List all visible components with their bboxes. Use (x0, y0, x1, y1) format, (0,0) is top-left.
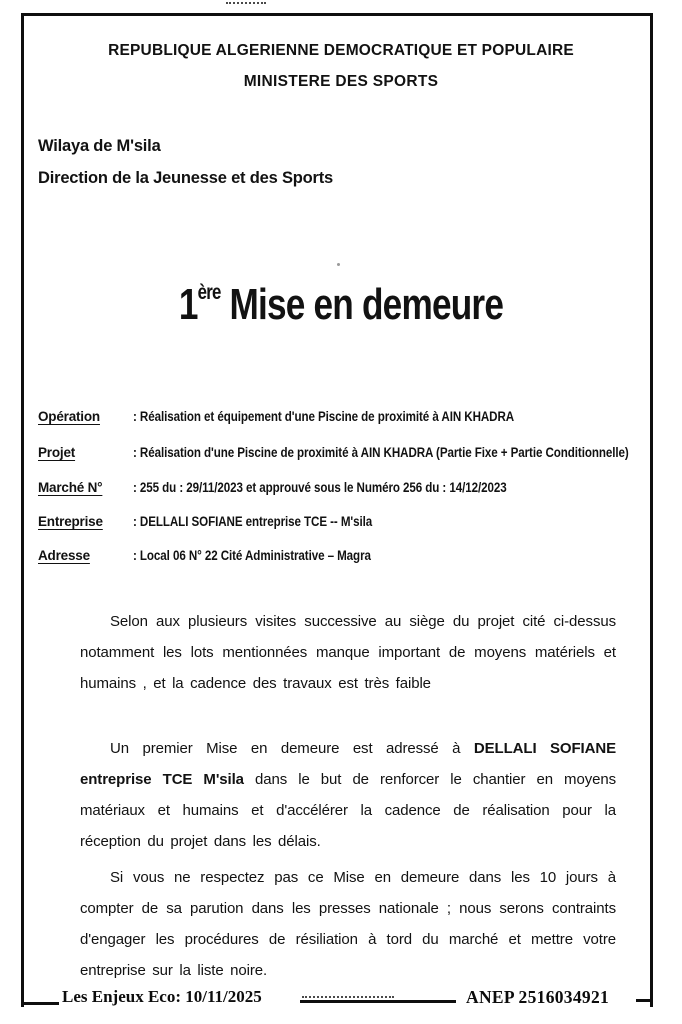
footer-publication-date: Les Enjeux Eco: 10/11/2025 (62, 987, 262, 1006)
field-value-entreprise: : DELLALI SOFIANE entreprise TCE -- M'sila (133, 514, 373, 529)
paragraph-first-notice-post: dans le but de renforcer le chantier en moyens matériaux et humains et d'accélérer la cadence de réalisation pour la réception du projet dans les délais. (80, 771, 616, 850)
paragraph-first-notice-company: DELLALI SOFIANE entreprise TCE M'sila (80, 740, 616, 788)
footer-rule-middle (300, 1000, 456, 1003)
title-text: Mise en demeure (220, 280, 504, 329)
document-title (68, 280, 614, 330)
document-border-frame (21, 13, 653, 1007)
field-label-projet: Projet (38, 445, 76, 460)
field-row-adresse (38, 548, 656, 570)
field-row-projet (38, 445, 656, 467)
footer-rule-left (21, 1002, 59, 1005)
field-label-operation: Opération (38, 409, 100, 424)
field-value-adresse: : Local 06 N° 22 Cité Administrative – Magra (133, 548, 371, 563)
scan-artifact (226, 2, 266, 4)
field-label-marche: Marché N° (38, 480, 103, 495)
field-value-projet: : Réalisation d'une Piscine de proximité à AIN KHADRA (Partie Fixe + Partie Conditionnelle) (133, 445, 629, 460)
field-value-operation: : Réalisation et équipement d'une Piscine de proximité à AIN KHADRA (133, 409, 515, 424)
field-row-marche (38, 480, 656, 502)
paragraph-warning: Si vous ne respectez pas ce Mise en demeure dans les 10 jours à compter de sa parution dans les presses nationale ; nous serons contraints d'engager les procédures de résiliation à tord du marché et mettre votre entreprise sur la liste noire. (80, 869, 616, 979)
org-wilaya: Wilaya de M'sila (38, 137, 161, 155)
field-label-adresse: Adresse (38, 548, 90, 563)
footer-rule-right (636, 999, 653, 1002)
field-value-marche: : 255 du : 29/11/2023 et approuvé sous le Numéro 256 du : 14/12/2023 (133, 480, 507, 495)
title-number: 1 (178, 280, 198, 329)
paragraph-first-notice-pre: Un premier Mise en demeure est adressé à (110, 740, 474, 757)
paragraph-first-notice (80, 733, 616, 857)
paragraph-site-visits: Selon aux plusieurs visites successive au siège du projet cité ci-dessus notamment les lots mentionnées manque important de moyens matériels et humains , et la cadence des travaux est très faible (80, 613, 616, 692)
title-ordinal: ère (197, 281, 221, 305)
header-republic: REPUBLIQUE ALGERIENNE DEMOCRATIQUE ET POPULAIRE (108, 42, 574, 59)
field-row-entreprise (38, 514, 656, 536)
footer-anep-number: ANEP 2516034921 (466, 987, 610, 1007)
org-direction: Direction de la Jeunesse et des Sports (38, 169, 334, 187)
scan-artifact (302, 996, 394, 998)
field-label-entreprise: Entreprise (38, 514, 103, 529)
header-ministry: MINISTERE DES SPORTS (243, 73, 439, 90)
field-row-operation (38, 409, 656, 431)
